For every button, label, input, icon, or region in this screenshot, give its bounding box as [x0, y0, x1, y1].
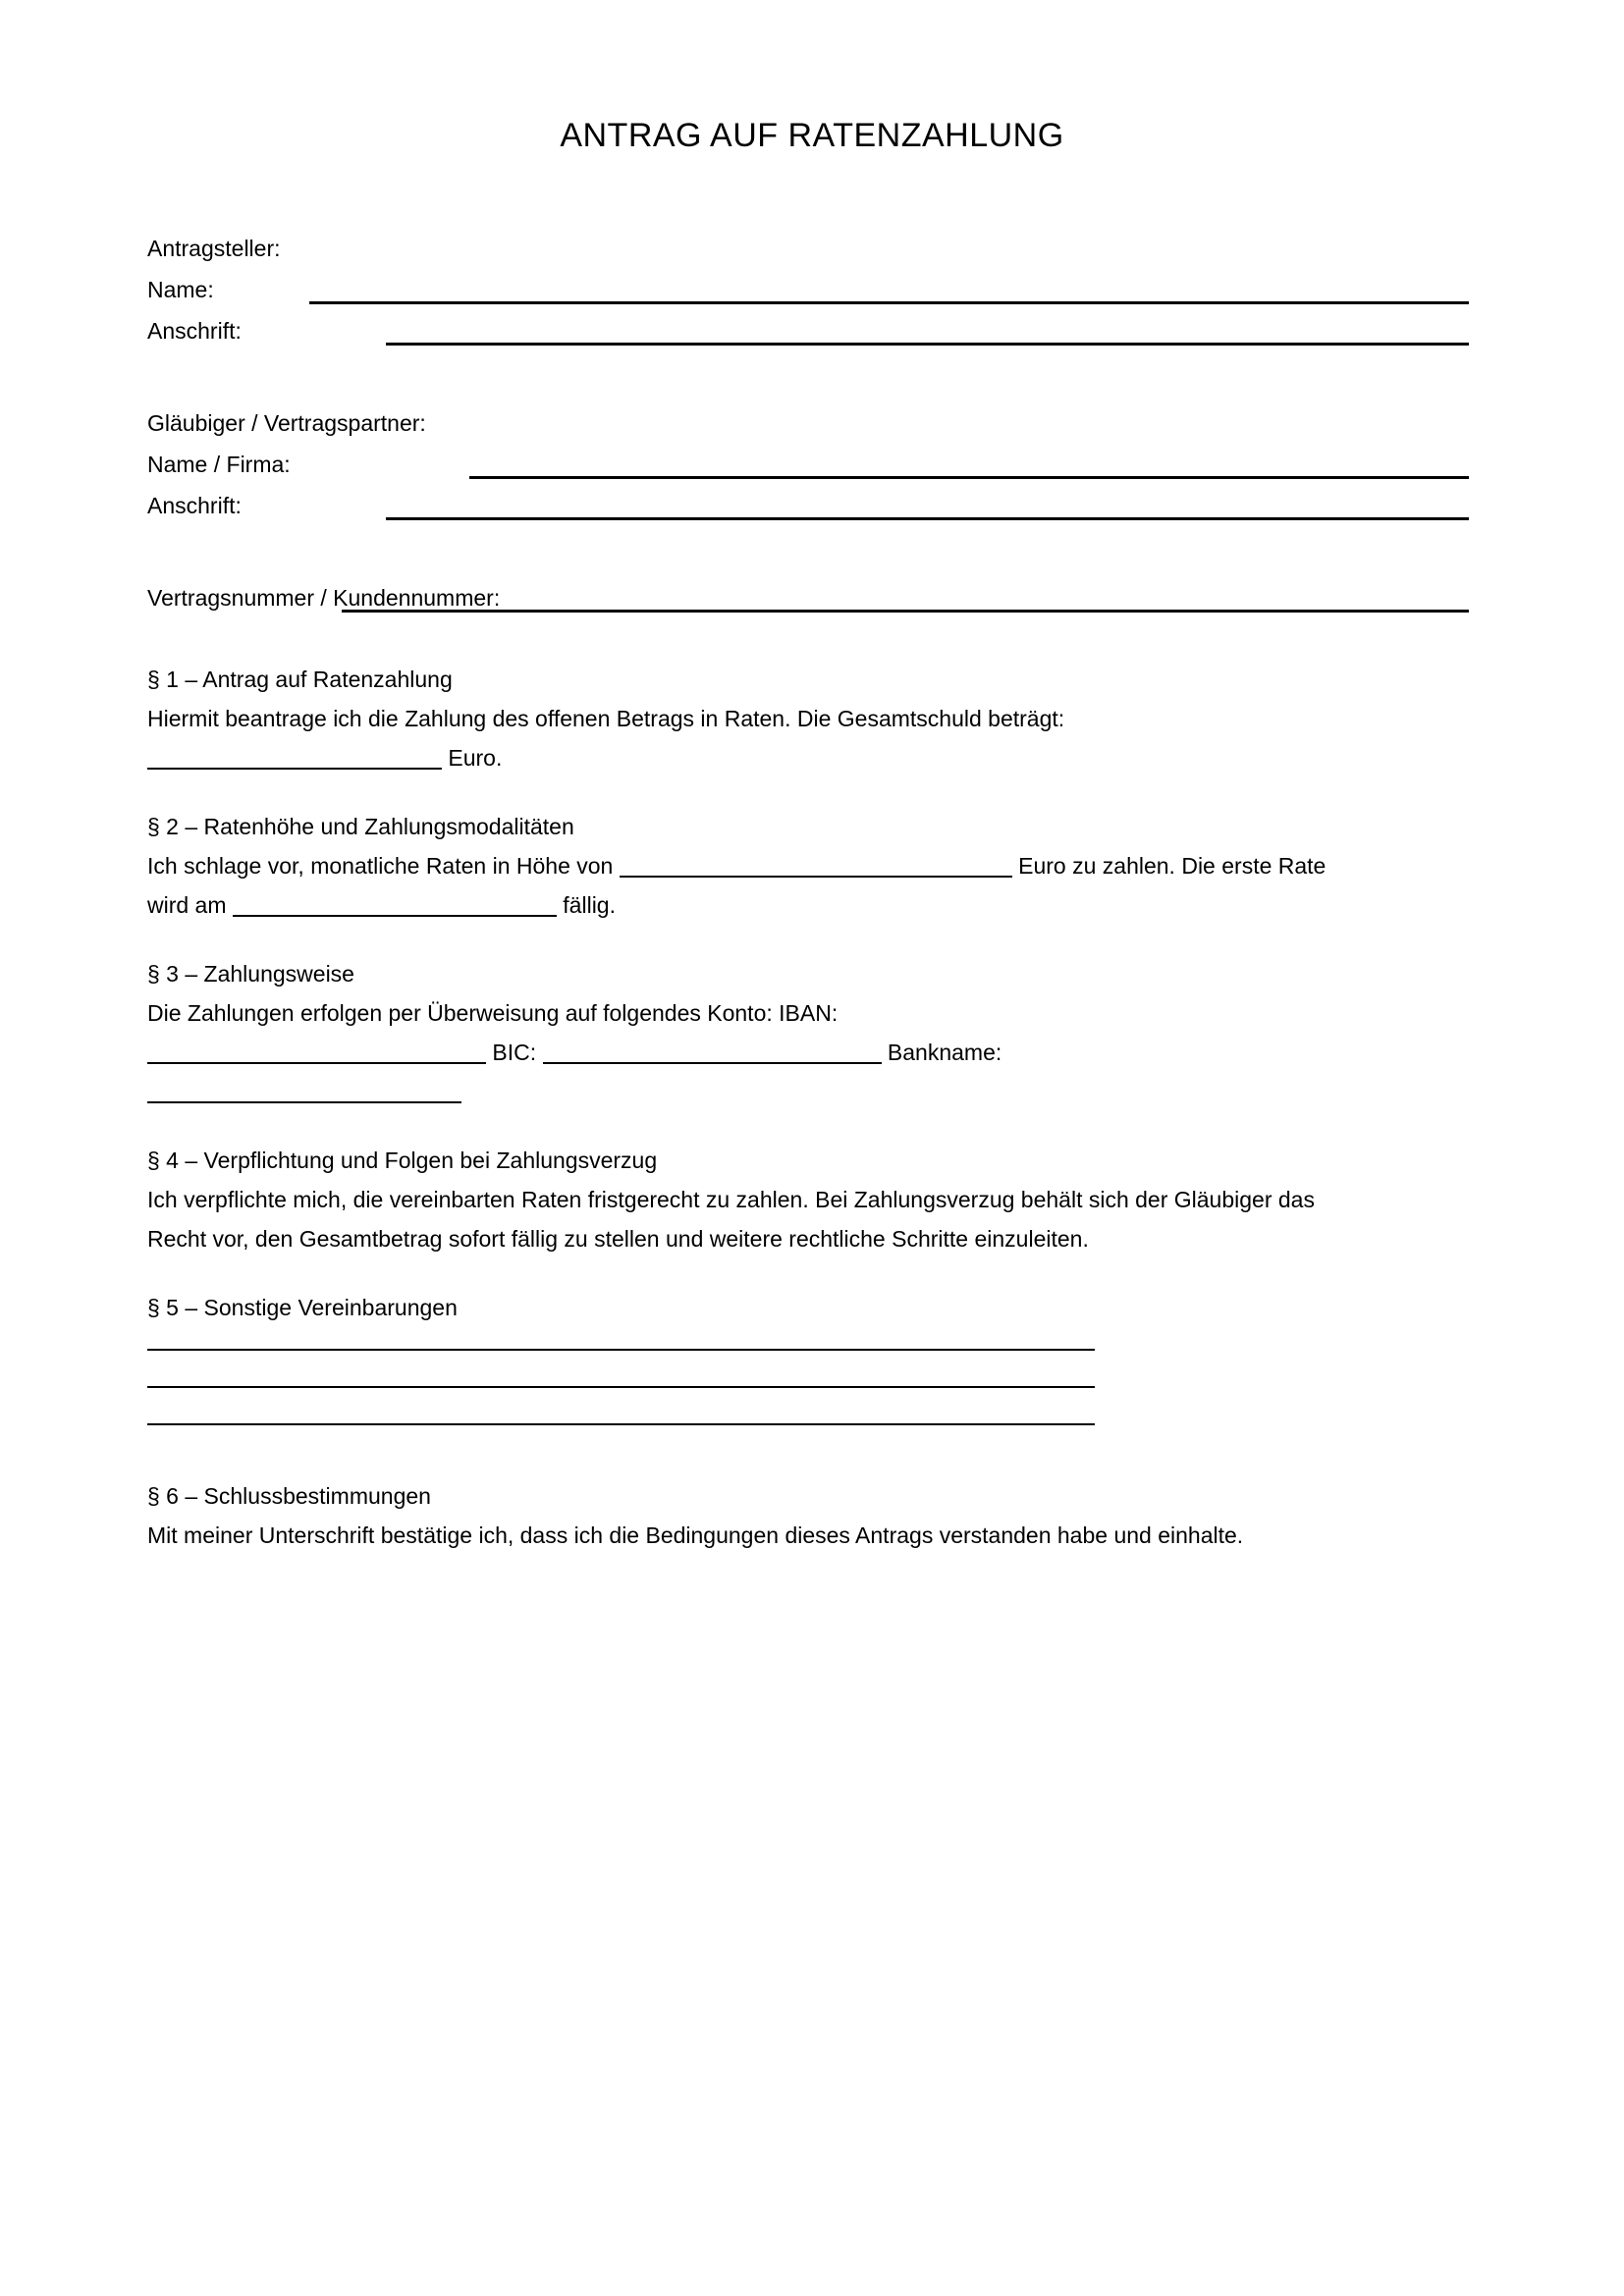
applicant-address-rule[interactable] [386, 343, 1469, 346]
section-2-heading: § 2 – Ratenhöhe und Zahlungsmodalitäten [147, 814, 574, 839]
section-1-text-a: Hiermit beantrage ich die Zahlung des offenen Betrags in Raten. Die Gesamtschuld beträgt: [147, 706, 1065, 731]
section-1-body [147, 699, 1370, 777]
applicant-name-rule[interactable] [309, 301, 1469, 304]
page-title: ANTRAG AUF RATENZAHLUNG [560, 117, 1064, 154]
section-1-text-b: Euro. [442, 745, 503, 771]
creditor-address-label: Anschrift: [147, 493, 242, 518]
other-agreements-line[interactable] [147, 1386, 1095, 1388]
creditor-section-heading: Gläubiger / Vertragspartner: [147, 410, 426, 436]
creditor-address-field-row[interactable] [147, 485, 1473, 526]
section-3-text-c: Bankname: [881, 1040, 1002, 1065]
applicant-name-label: Name: [147, 277, 214, 302]
section-5-heading: § 5 – Sonstige Vereinbarungen [147, 1295, 458, 1320]
section-2-text-b: Euro zu zahlen. Die erste Rate wird am [147, 853, 1326, 918]
contract-number-rule[interactable] [342, 610, 1469, 613]
creditor-name-rule[interactable] [469, 476, 1469, 479]
creditor-name-field-row[interactable] [147, 444, 1473, 485]
total-debt-blank[interactable] [147, 750, 442, 770]
section-6-heading: § 6 – Schlussbestimmungen [147, 1483, 431, 1509]
contract-number-field-row[interactable] [147, 577, 1473, 618]
spacer [147, 351, 1473, 402]
iban-blank[interactable] [147, 1044, 486, 1064]
spacer [147, 777, 1473, 807]
section-2-text-c: fällig. [556, 892, 616, 918]
installment-amount-blank[interactable] [620, 858, 1012, 878]
spacer [147, 1111, 1473, 1141]
section-2-body [147, 846, 1370, 925]
bank-name-blank[interactable] [147, 1084, 461, 1103]
spacer [147, 1258, 1473, 1288]
section-3-body [147, 993, 1370, 1111]
other-agreements-lines [147, 1349, 1473, 1425]
applicant-address-label: Anschrift: [147, 318, 242, 344]
creditor-name-label: Name / Firma: [147, 452, 291, 477]
spacer [147, 618, 1473, 660]
spacer [147, 526, 1473, 577]
spacer [147, 925, 1473, 954]
section-4-body: Ich verpflichte mich, die vereinbarten Raten fristgerecht zu zahlen. Bei Zahlungsverzug behält sich der Gläubiger das Recht vor, den Gesamtbetrag sofort fällig zu stellen und weitere rechtliche Schritte einzuleiten. [147, 1187, 1315, 1252]
applicant-section-heading: Antragsteller: [147, 236, 281, 261]
section-1-heading: § 1 – Antrag auf Ratenzahlung [147, 667, 453, 692]
applicant-address-field-row[interactable] [147, 310, 1473, 351]
section-3-text-a: Die Zahlungen erfolgen per Überweisung auf folgendes Konto: IBAN: [147, 1000, 839, 1026]
section-6-body: Mit meiner Unterschrift bestätige ich, dass ich die Bedingungen dieses Antrags verstanden habe und einhalte. [147, 1522, 1244, 1548]
other-agreements-line[interactable] [147, 1423, 1095, 1425]
form-content [147, 228, 1473, 1555]
creditor-address-rule[interactable] [386, 517, 1469, 520]
section-4-heading: § 4 – Verpflichtung und Folgen bei Zahlungsverzug [147, 1148, 658, 1173]
other-agreements-line[interactable] [147, 1349, 1095, 1351]
spacer [147, 1461, 1473, 1476]
section-3-text-b: BIC: [486, 1040, 543, 1065]
section-3-heading: § 3 – Zahlungsweise [147, 961, 354, 987]
section-2-text-a: Ich schlage vor, monatliche Raten in Höhe von [147, 853, 620, 879]
bic-blank[interactable] [543, 1044, 882, 1064]
first-installment-date-blank[interactable] [233, 897, 557, 917]
contract-number-label: Vertragsnummer / Kundennummer: [147, 585, 501, 611]
applicant-name-field-row[interactable] [147, 269, 1473, 310]
